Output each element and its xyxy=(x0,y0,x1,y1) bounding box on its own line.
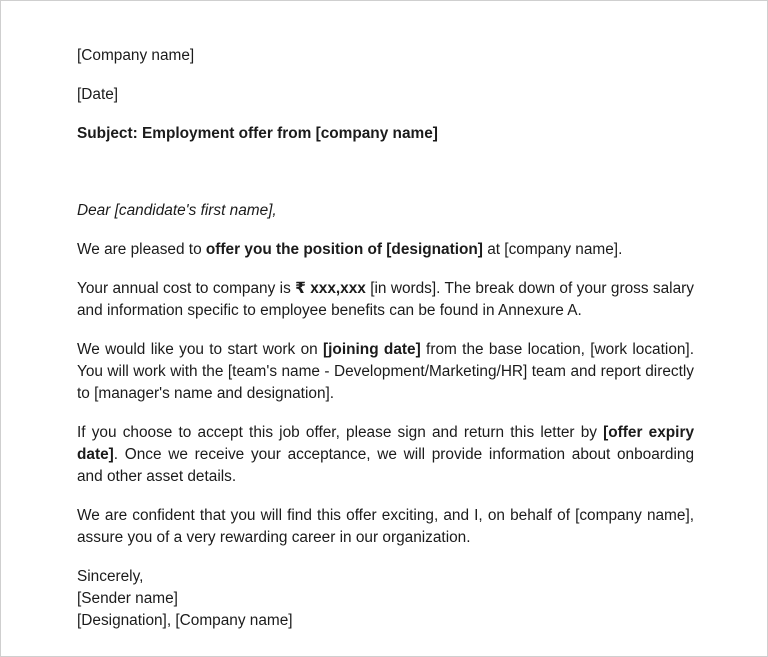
paragraph-salary xyxy=(77,278,694,322)
paragraph-acceptance-expiry: [offer expiry date] xyxy=(77,424,695,463)
paragraph-offer-text-2: at [company name]. xyxy=(482,241,623,258)
sender-designation: [Designation], [Company name] xyxy=(77,612,293,629)
paragraph-acceptance-text-2: . Once we receive your acceptance, we will provide information about onboarding and other asset details. xyxy=(77,446,694,485)
paragraph-salary-amount: ₹ xxx,xxx xyxy=(295,280,366,297)
paragraph-acceptance xyxy=(77,422,694,488)
letter-subject: Subject: Employment offer from [company name] xyxy=(77,125,438,142)
letter-date: [Date] xyxy=(77,86,119,103)
paragraph-offer-text-1: We are pleased to xyxy=(77,241,206,258)
paragraph-acceptance-text-1: If you choose to accept this job offer, please sign and return this letter by xyxy=(77,424,604,441)
sender-name: [Sender name] xyxy=(77,590,178,607)
paragraph-offer xyxy=(77,239,694,261)
paragraph-joining-text-1: We would like you to start work on xyxy=(77,341,324,358)
paragraph-offer-position: offer you the position of [designation] xyxy=(205,241,483,258)
salutation: Dear [candidate's first name], xyxy=(77,202,277,219)
paragraph-joining-text-2: from the base location, [work location]. You will work with the [team's name - Development/Marketing/HR] team and report directly to [manager's name and designation]. xyxy=(77,341,694,402)
paragraph-salary-text-1: Your annual cost to company is xyxy=(77,280,296,297)
paragraph-closing: We are confident that you will find this offer exciting, and I, on behalf of [company name], assure you of a very rewarding career in our organization. xyxy=(77,507,694,546)
offer-letter xyxy=(77,45,694,632)
company-name: [Company name] xyxy=(77,47,195,64)
paragraph-salary-text-2: [in words]. The break down of your gross salary and information specific to employee benefits can be found in Annexure A. xyxy=(77,280,694,319)
signature-block xyxy=(77,566,694,632)
paragraph-joining-date: [joining date] xyxy=(323,341,421,358)
paragraph-joining xyxy=(77,339,694,405)
sign-off: Sincerely, xyxy=(77,568,144,585)
